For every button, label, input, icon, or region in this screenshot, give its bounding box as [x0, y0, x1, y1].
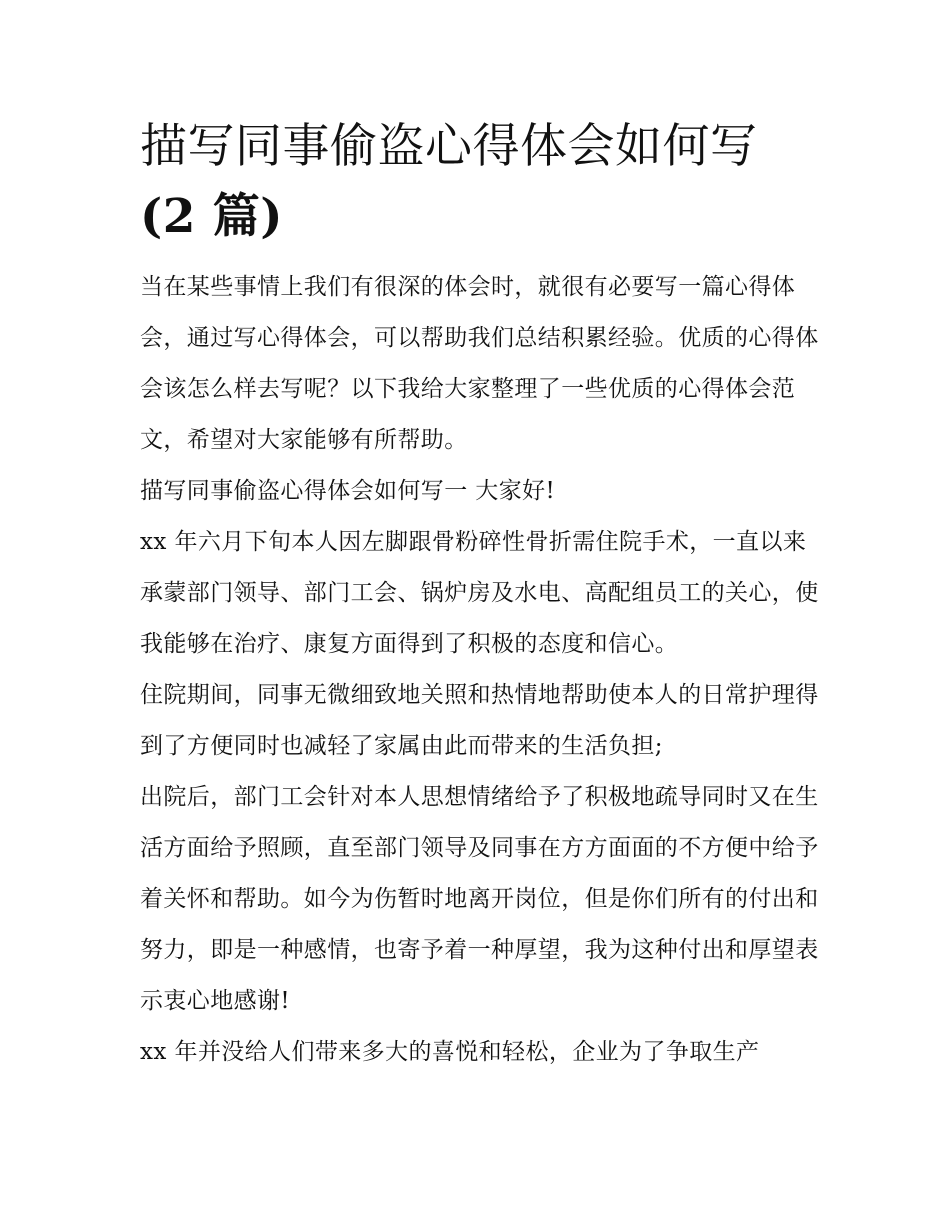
paragraph-hospital: 住院期间，同事无微细致地关照和热情地帮助使本人的日常护理得到了方便同时也减轻了家属由此而带来的生活负担; [140, 682, 819, 759]
paragraph-injury: xx 年六月下旬本人因左脚跟骨粉碎性骨折需住院手术，一直以来承蒙部门领导、部门工会、锅炉房及水电、高配组员工的关心，使我能够在治疗、康复方面得到了积极的态度和信心。 [140, 529, 819, 657]
document-page [140, 112, 820, 1078]
paragraph-discharge: 出院后，部门工会针对本人思想情绪给予了积极地疏导同时又在生活方面给予照顾，直至部门领导及同事在方方面面的不方便中给予着关怀和帮助。如今为伤暂时地离开岗位，但是你们所有的付出和努力，即是一种感情，也寄予着一种厚望，我为这种付出和厚望表示衷心地感谢! [140, 784, 819, 1014]
title-line-1: 描写同事偷盗心得体会如何写 [140, 119, 758, 174]
document-title [140, 112, 820, 252]
paragraph-heading-one: 描写同事偷盗心得体会如何写一 大家好! [140, 478, 556, 504]
title-line-2: (2 篇) [140, 189, 284, 244]
document-body [140, 262, 820, 1078]
paragraph-intro: 当在某些事情上我们有很深的体会时，就很有必要写一篇心得体会，通过写心得体会，可以帮助我们总结积累经验。优质的心得体会该怎么样去写呢？以下我给大家整理了一些优质的心得体会范文，希望对大家能够有所帮助。 [140, 274, 819, 453]
paragraph-year: xx 年并没给人们带来多大的喜悦和轻松，企业为了争取生产 [140, 1039, 760, 1065]
